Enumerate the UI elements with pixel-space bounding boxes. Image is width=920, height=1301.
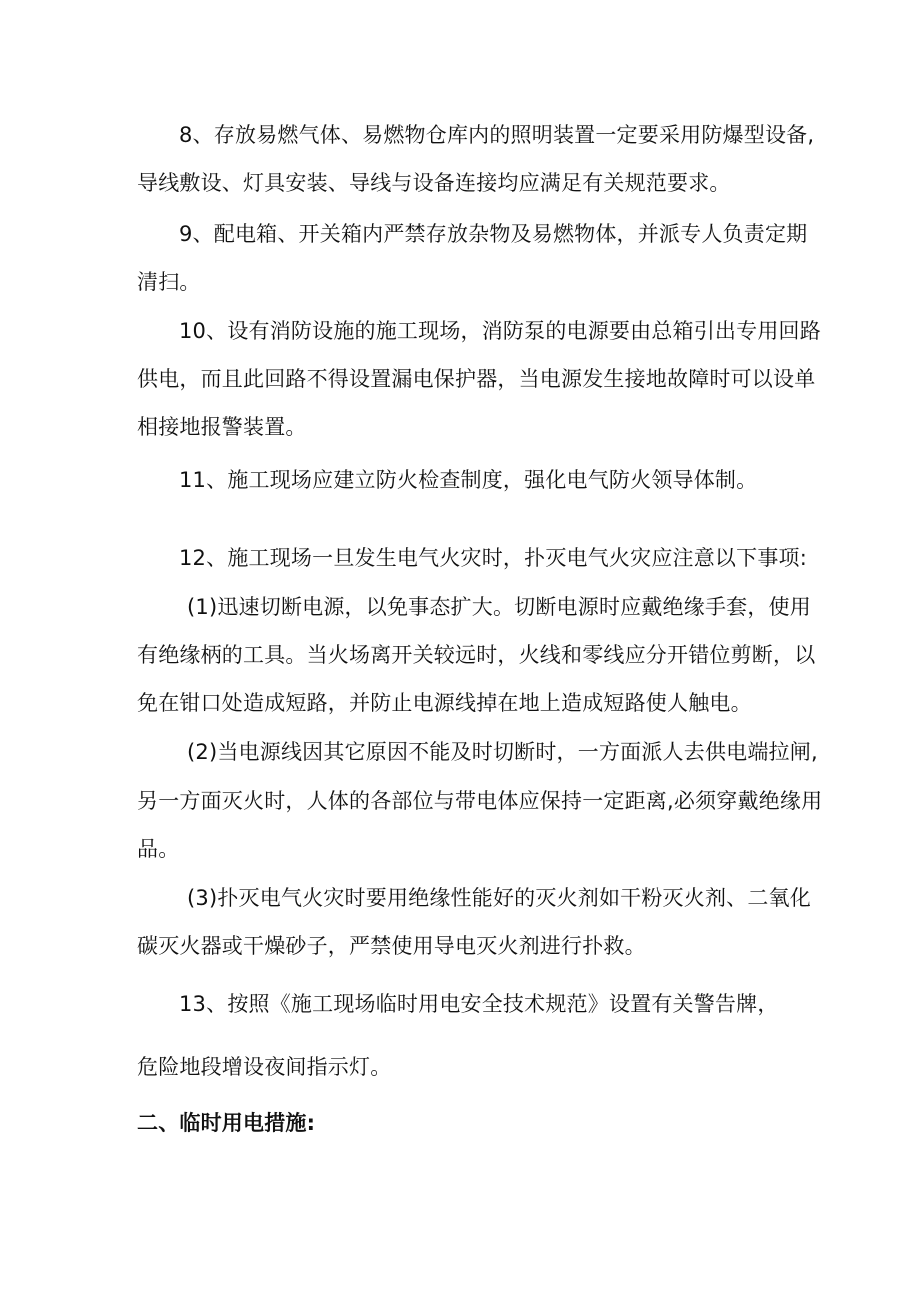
paragraph-9-line-2: 清扫。 <box>137 270 201 294</box>
paragraph-8-line-1: 8、存放易燃气体、易燃物仓库内的照明装置一定要采用防爆型设备, <box>179 123 815 147</box>
item-1-line-3: 免在钳口处造成短路，并防止电源线掉在地上造成短路使人触电。 <box>137 691 752 715</box>
item-3-line-2: 碳灭火器或干燥砂子，严禁使用导电灭火剂进行扑救。 <box>137 934 646 958</box>
item-2-line-3: 品。 <box>137 837 180 861</box>
paragraph-8-line-2: 导线敷设、灯具安装、导线与设备连接均应满足有关规范要求。 <box>137 171 731 195</box>
paragraph-11: 11、施工现场应建立防火检查制度，强化电气防火领导体制。 <box>179 468 758 492</box>
paragraph-13-line-1: 13、按照《施工现场临时用电安全技术规范》设置有关警告牌， <box>179 992 779 1016</box>
paragraph-10-line-1: 10、设有消防设施的施工现场，消防泵的电源要由总箱引出专用回路 <box>179 319 821 343</box>
paragraph-12-line-1: 12、施工现场一旦发生电气火灾时，扑灭电气火灾应注意以下事项: <box>179 546 807 570</box>
item-2-line-2: 另一方面灭火时，人体的各部位与带电体应保持一定距离,必须穿戴绝缘用 <box>137 789 823 813</box>
paragraph-9-line-1: 9、配电箱、开关箱内严禁存放杂物及易燃物体，并派专人负责定期 <box>179 222 808 246</box>
section-heading: 二、临时用电措施: <box>137 1111 316 1135</box>
item-2-line-1: (2)当电源线因其它原因不能及时切断时，一方面派人去供电端拉闸, <box>187 740 818 764</box>
item-3-line-1: (3)扑灭电气火灾时要用绝缘性能好的灭火剂如干粉灭火剂、二氧化 <box>187 886 811 910</box>
paragraph-10-line-2: 供电，而且此回路不得设置漏电保护器，当电源发生接地故障时可以设单 <box>137 367 816 391</box>
item-1-line-1: (1)迅速切断电源，以免事态扩大。切断电源时应戴绝缘手套，使用 <box>187 595 811 619</box>
item-1-line-2: 有绝缘柄的工具。当火场离开关较远时，火线和零线应分开错位剪断，以 <box>137 643 816 667</box>
paragraph-10-line-3: 相接地报警装置。 <box>137 415 307 439</box>
paragraph-13-line-2: 危险地段增设夜间指示灯。 <box>137 1055 392 1079</box>
